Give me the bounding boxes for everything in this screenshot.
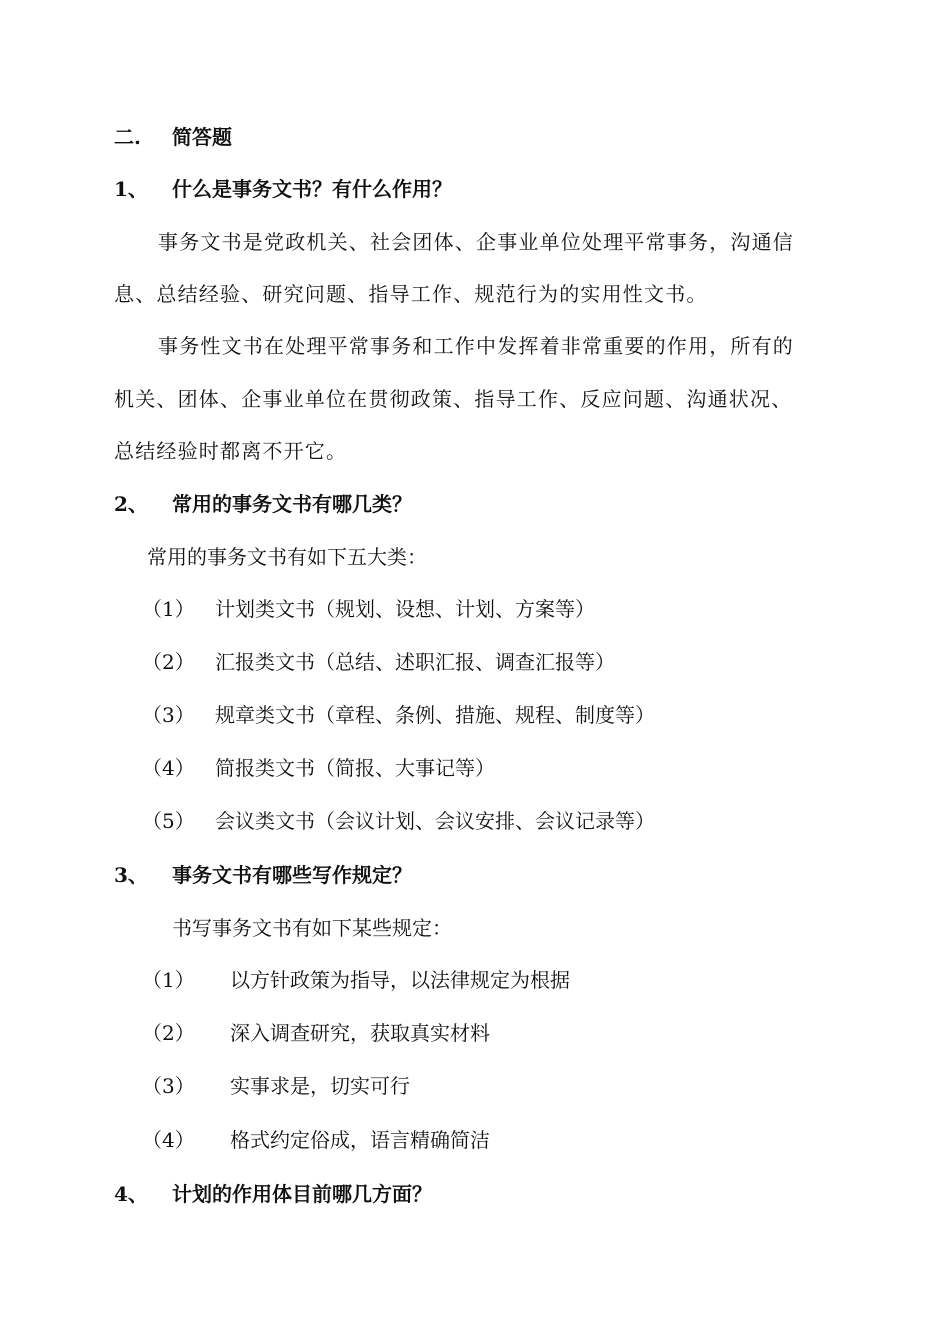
question-3-number: 3、 <box>114 863 148 887</box>
list-item-text: 汇报类文书（总结、述职汇报、调查汇报等） <box>215 650 615 674</box>
q3-intro: 书写事务文书有如下某些规定： <box>172 916 452 940</box>
question-4-heading <box>114 1180 432 1208</box>
list-item-text: 深入调查研究，获取真实材料 <box>230 1021 490 1045</box>
list-item-text: 会议类文书（会议计划、会议安排、会议记录等） <box>215 809 655 833</box>
list-item <box>142 1072 410 1100</box>
q1-paragraph-1-line-1: 事务文书是党政机关、社会团体、企事业单位处理平常事务，沟通信 <box>158 230 794 254</box>
list-item-text: 格式约定俗成，语言精确简洁 <box>230 1128 490 1152</box>
question-3-heading <box>114 861 412 889</box>
list-item <box>142 807 655 835</box>
list-item <box>142 1126 490 1154</box>
question-2-number: 2、 <box>114 492 148 516</box>
list-item-text: 以方针政策为指导，以法律规定为根据 <box>230 968 570 992</box>
question-1-heading <box>114 175 452 203</box>
q1-paragraph-1-line-2: 息、总结经验、研究问题、指导工作、规范行为的实用性文书。 <box>114 282 708 306</box>
list-item-number: （2） <box>142 650 195 674</box>
list-item <box>142 648 615 676</box>
list-item <box>142 701 655 729</box>
question-2-heading <box>114 490 412 518</box>
section-heading <box>114 123 232 151</box>
question-4-title: 计划的作用体目前哪几方面？ <box>172 1182 432 1206</box>
list-item-text: 规章类文书（章程、条例、措施、规程、制度等） <box>215 703 655 727</box>
question-4-number: 4、 <box>114 1182 148 1206</box>
q1-paragraph-2-line-3: 总结经验时都离不开它。 <box>114 439 348 463</box>
list-item-number: （3） <box>142 1074 195 1098</box>
list-item <box>142 966 570 994</box>
question-2-title: 常用的事务文书有哪几类？ <box>172 492 412 516</box>
q1-paragraph-2-line-1: 事务性文书在处理平常事务和工作中发挥着非常重要的作用，所有的 <box>158 334 794 358</box>
list-item-text: 计划类文书（规划、设想、计划、方案等） <box>215 597 595 621</box>
list-item-number: （4） <box>142 1128 195 1152</box>
list-item-number: （1） <box>142 597 195 621</box>
question-3-title: 事务文书有哪些写作规定？ <box>172 863 412 887</box>
question-1-number: 1、 <box>114 177 148 201</box>
list-item-text: 实事求是，切实可行 <box>230 1074 410 1098</box>
list-item <box>142 1019 490 1047</box>
list-item <box>142 754 495 782</box>
list-item-number: （2） <box>142 1021 195 1045</box>
list-item-number: （1） <box>142 968 195 992</box>
list-item-number: （5） <box>142 809 195 833</box>
section-title: 简答题 <box>172 125 232 149</box>
q2-intro: 常用的事务文书有如下五大类： <box>147 545 427 569</box>
list-item-number: （4） <box>142 756 195 780</box>
section-number: 二. <box>114 125 141 149</box>
q1-paragraph-2-line-2: 机关、团体、企事业单位在贯彻政策、指导工作、反应问题、沟通状况、 <box>114 387 793 411</box>
question-1-title: 什么是事务文书？有什么作用？ <box>172 177 452 201</box>
list-item <box>142 595 595 623</box>
list-item-number: （3） <box>142 703 195 727</box>
list-item-text: 简报类文书（简报、大事记等） <box>215 756 495 780</box>
